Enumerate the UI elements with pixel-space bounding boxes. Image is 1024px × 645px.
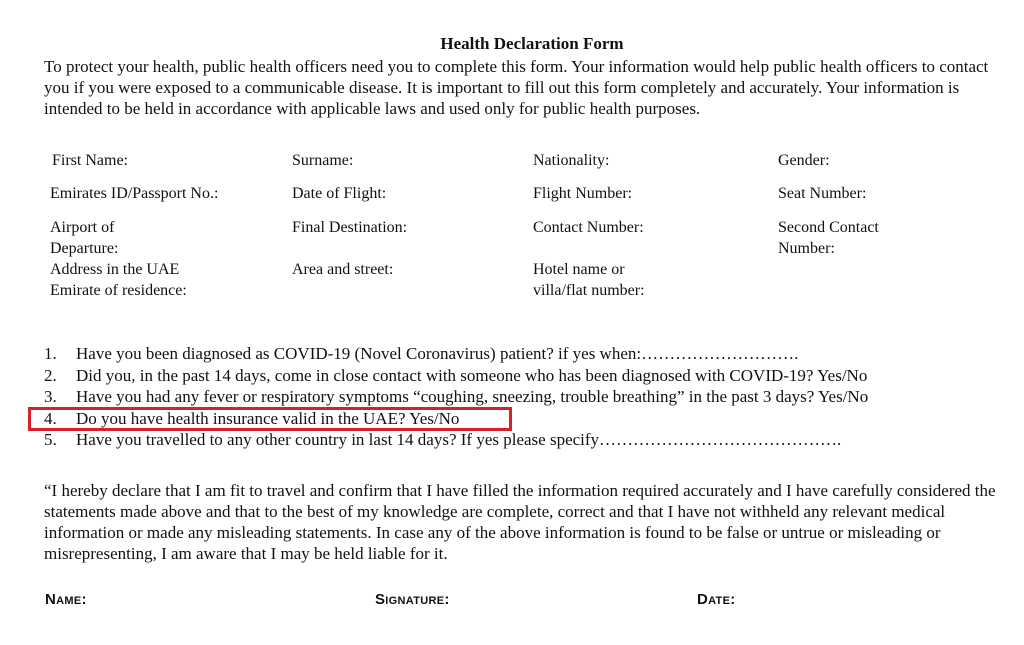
- form-title: Health Declaration Form: [440, 34, 624, 53]
- declaration-text: “I hereby declare that I am fit to travel and confirm that I have filled the information required accurately and I have carefully considered the statements made above and that to the best of my knowledge are complete, correct and that I have not withheld any relevant medical information or made any misleading statements. In case any of the above information is found to be false or untrue or misleading or misrepresenting, I am aware that I may be held liable for it.: [44, 481, 996, 563]
- question-text: Do you have health insurance valid in the UAE? Yes/No: [76, 408, 460, 428]
- field-address-emirate: Address in the UAE Emirate of residence:: [50, 261, 187, 299]
- question-number: 1.: [44, 344, 57, 363]
- field-surname: Surname:: [292, 152, 354, 169]
- question-text: Have you been diagnosed as COVID-19 (Novel Coronavirus) patient? if yes when:……………………….: [76, 344, 799, 363]
- question-item: [44, 386, 1004, 408]
- signature-label: Signature:: [375, 591, 450, 608]
- field-airport-of-departure: Airport of Departure:: [50, 219, 119, 257]
- question-item: [44, 429, 1004, 451]
- field-area-street: Area and street:: [292, 261, 394, 278]
- field-final-destination: Final Destination:: [292, 219, 408, 236]
- question-item: [44, 365, 1004, 387]
- field-hotel-villa: Hotel name or villa/flat number:: [533, 261, 645, 299]
- date-label: Date:: [697, 591, 736, 608]
- question-item: [44, 343, 1004, 365]
- question-text: Have you travelled to any other country in last 14 days? If yes please specify…………………………………….: [76, 430, 842, 449]
- field-gender: Gender:: [778, 152, 830, 169]
- field-flight-number: Flight Number:: [533, 185, 633, 202]
- question-list: [44, 343, 1004, 451]
- name-label: Name:: [45, 591, 87, 608]
- question-text: Have you had any fever or respiratory symptoms “coughing, sneezing, trouble breathing” in the past 3 days? Yes/No: [76, 387, 869, 406]
- question-number: 3.: [44, 387, 57, 406]
- highlight-box: [28, 407, 512, 431]
- field-seat-number: Seat Number:: [778, 185, 867, 202]
- field-second-contact-number: Second Contact Number:: [778, 219, 879, 257]
- question-number: 2.: [44, 365, 57, 385]
- question-number: 4.: [44, 408, 57, 428]
- field-first-name: First Name:: [52, 152, 128, 169]
- question-text: Did you, in the past 14 days, come in close contact with someone who has been diagnosed with COVID-19? Yes/No: [76, 365, 868, 385]
- form-intro: To protect your health, public health officers need you to complete this form. Your information would help public health officers to contact you if you were exposed to a communicable disease. It is important to fill out this form completely and accurately. Your information is intended to be held in accordance with applicable laws and used only for public health purposes.: [44, 57, 989, 118]
- question-number: 5.: [44, 430, 57, 449]
- field-contact-number: Contact Number:: [533, 219, 644, 236]
- field-date-of-flight: Date of Flight:: [292, 185, 387, 202]
- field-nationality: Nationality:: [533, 152, 610, 169]
- field-emirates-id: Emirates ID/Passport No.:: [50, 185, 219, 202]
